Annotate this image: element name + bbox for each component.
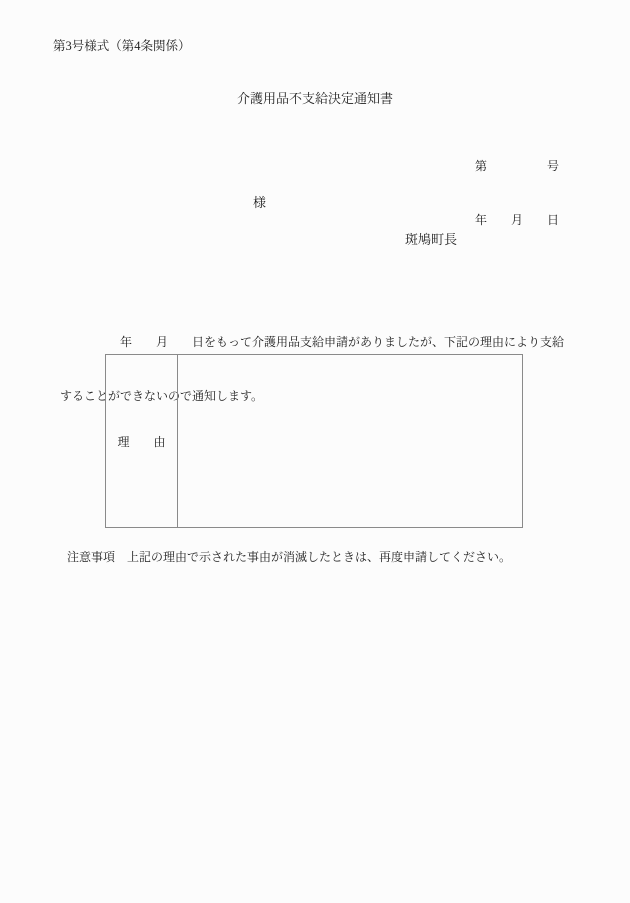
- doc-number-line: 第 号: [475, 159, 560, 173]
- reason-table: [105, 354, 523, 528]
- date-line: 年 月 日: [475, 213, 560, 227]
- recipient-suffix: 様: [253, 195, 267, 210]
- sender-name: 斑鳩町長: [405, 232, 458, 247]
- document-title: 介護用品不支給決定通知書: [236, 91, 393, 106]
- note-text: 注意事項 上記の理由で示された事由が消滅したときは、再度申請してください。: [67, 550, 512, 564]
- form-number: 第3号様式（第4条関係）: [53, 39, 191, 53]
- body-line-1: 年 月 日をもって介護用品支給申請がありましたが、下記の理由により支給: [60, 335, 565, 349]
- reason-value-cell: [178, 355, 522, 527]
- reason-label: 理 由: [106, 355, 178, 527]
- document-header-meta: [475, 121, 559, 265]
- body-line-2: することができないので通知します。: [60, 389, 264, 403]
